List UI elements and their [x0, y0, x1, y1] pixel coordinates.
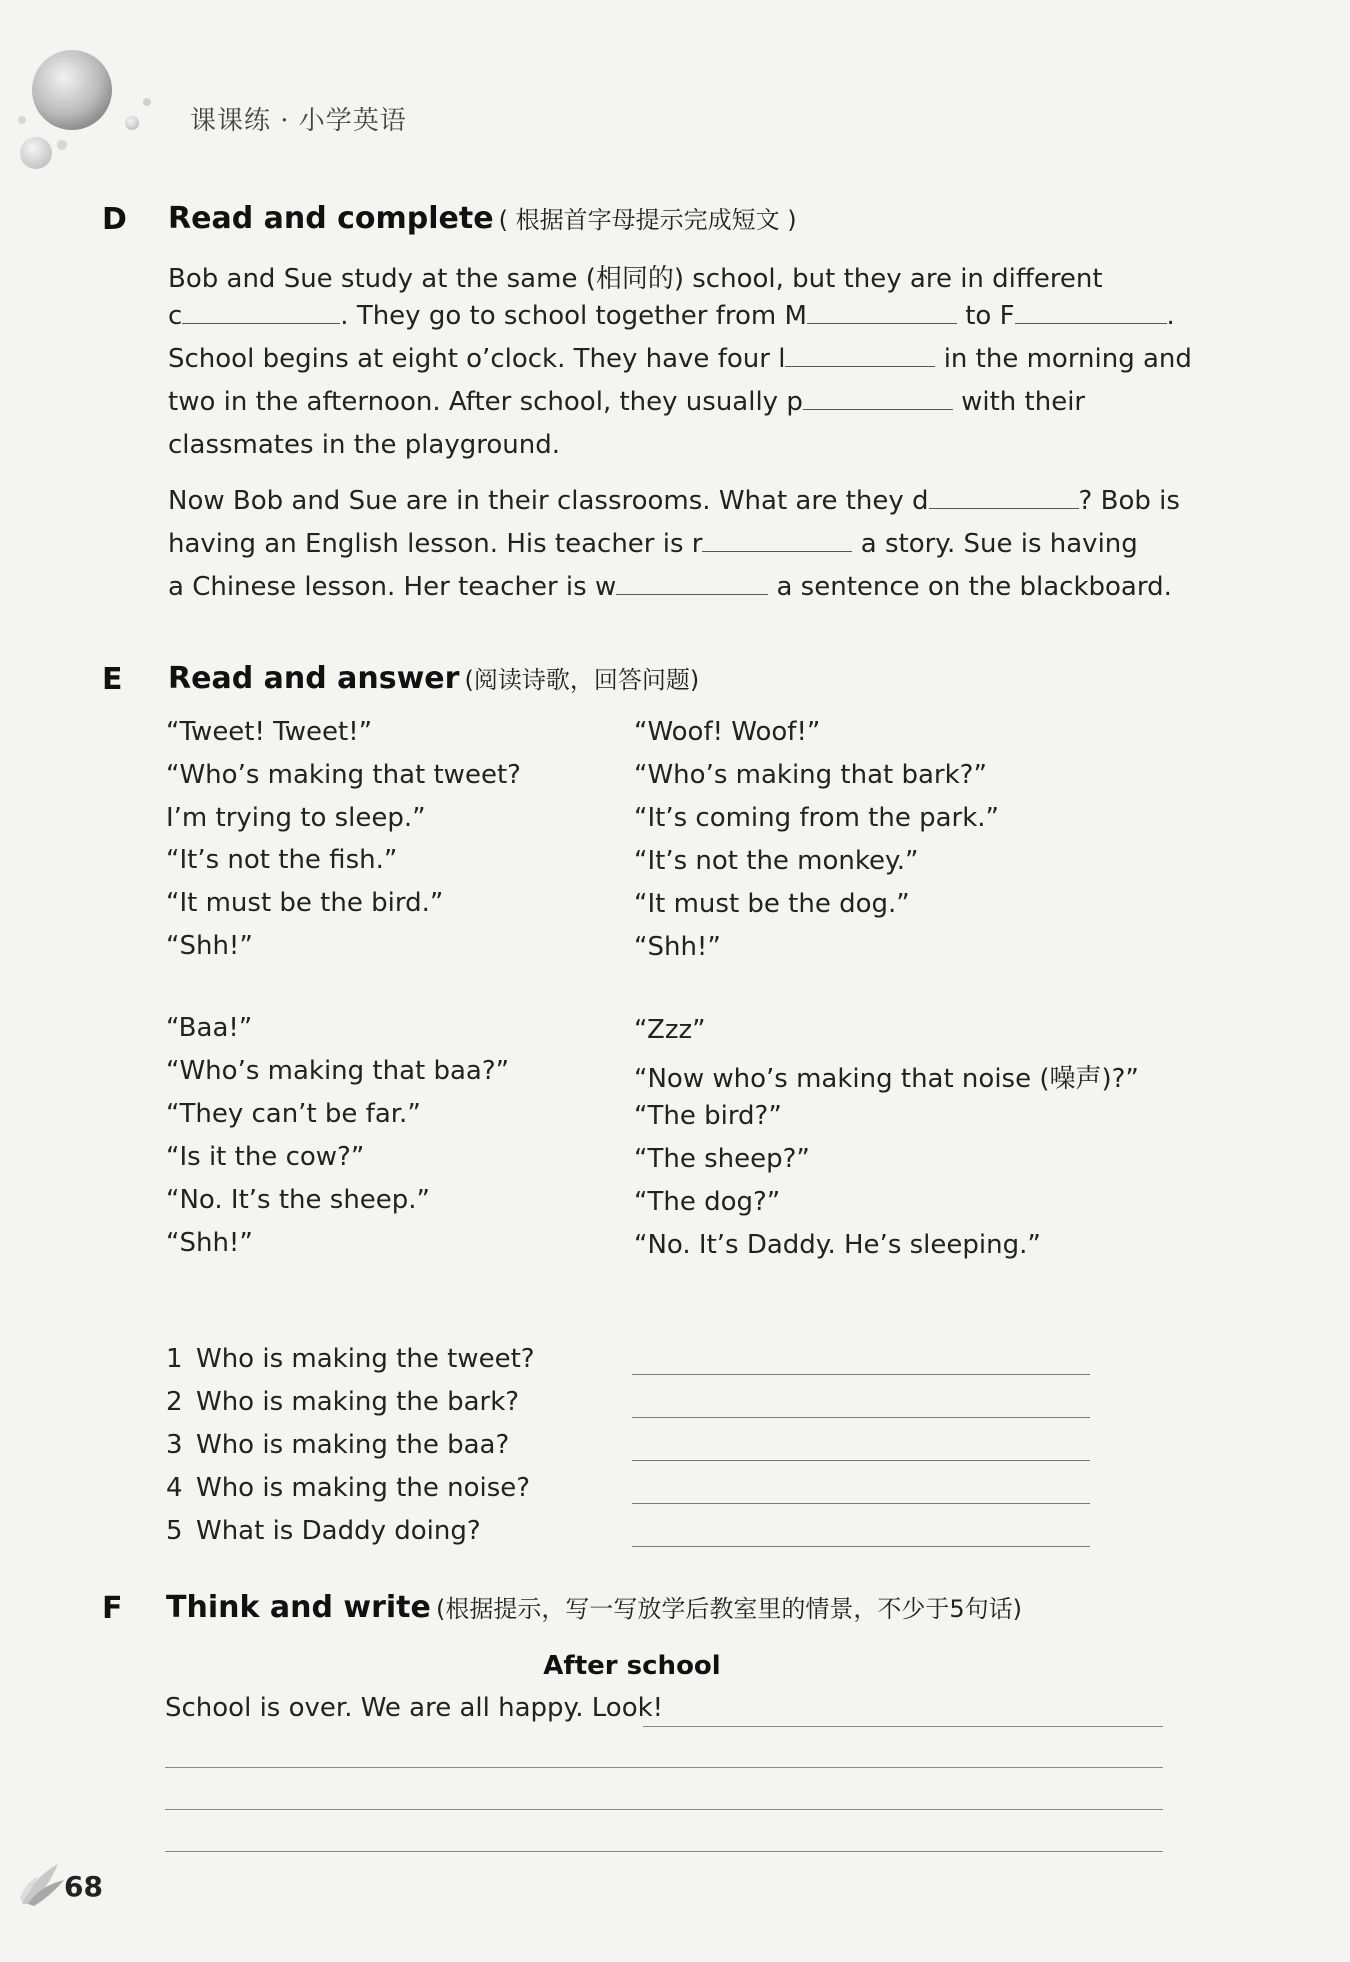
d-p1-line4	[168, 387, 1085, 417]
poem-line: “Shh!”	[166, 931, 253, 961]
section-f-letter: F	[102, 1591, 123, 1626]
leaf-decoration-icon	[18, 1858, 68, 1908]
d-text: c	[168, 301, 183, 331]
writing-subtitle: After school	[543, 1651, 721, 1681]
d-p1-line3	[168, 344, 1192, 374]
poem-line: “Zzz”	[634, 1015, 706, 1045]
poem-line: “They can’t be far.”	[166, 1099, 421, 1129]
d-p1-line2	[168, 301, 1175, 331]
answer-line[interactable]	[632, 1416, 1090, 1418]
writing-starter: School is over. We are all happy. Look!	[165, 1693, 664, 1723]
bubbles-decoration-icon	[14, 45, 164, 185]
poem-line: “It’s not the monkey.”	[634, 846, 919, 876]
answer-line[interactable]	[632, 1502, 1090, 1504]
poem-line: “It must be the bird.”	[166, 888, 444, 918]
section-f-title-en: Think and write	[166, 1590, 431, 1625]
poem-line: “The sheep?”	[634, 1144, 810, 1174]
poem-line: “It’s coming from the park.”	[634, 803, 1000, 833]
question-item	[166, 1430, 509, 1460]
page-number: 68	[64, 1870, 103, 1903]
d-text: with their	[961, 387, 1086, 417]
poem-line: “Now who’s making that noise (噪声)?”	[634, 1064, 1139, 1094]
answer-line[interactable]	[632, 1373, 1090, 1375]
book-title: 课课练 · 小学英语	[190, 106, 407, 136]
writing-line[interactable]	[165, 1808, 1163, 1810]
d-text: School begins at eight o’clock. They have four l	[168, 344, 786, 374]
section-e-title-en: Read and answer	[168, 661, 460, 696]
question-number: 2	[166, 1387, 183, 1417]
d-p2-line1	[168, 486, 1180, 516]
d-text: two in the afternoon. After school, they usually p	[168, 387, 803, 417]
question-item	[166, 1387, 519, 1417]
poem-line: “Shh!”	[166, 1228, 253, 1258]
blank-p[interactable]	[803, 387, 953, 410]
question-item	[166, 1344, 535, 1374]
question-number: 1	[166, 1344, 183, 1374]
section-d-letter: D	[102, 202, 127, 237]
question-text: Who is making the tweet?	[196, 1344, 535, 1374]
poem-line: “Shh!”	[634, 932, 721, 962]
blank-r[interactable]	[702, 529, 852, 552]
section-e-title	[168, 660, 699, 696]
writing-line[interactable]	[165, 1850, 1163, 1852]
question-number: 3	[166, 1430, 183, 1460]
d-text: having an English lesson. His teacher is r	[168, 529, 703, 559]
poem-line: “Woof! Woof!”	[634, 717, 821, 747]
answer-line[interactable]	[632, 1459, 1090, 1461]
section-d-title-en: Read and complete	[168, 201, 494, 236]
poem-line: “Baa!”	[166, 1013, 253, 1043]
question-text: Who is making the noise?	[196, 1473, 531, 1503]
blank-d[interactable]	[929, 486, 1079, 509]
section-d-title	[168, 200, 797, 236]
blank-f[interactable]	[1015, 301, 1167, 324]
d-text: in the morning and	[943, 344, 1192, 374]
d-text: .	[1166, 301, 1175, 331]
poem-line: “The dog?”	[634, 1187, 781, 1217]
poem-line: “No. It’s the sheep.”	[166, 1185, 431, 1215]
section-d-title-zh: ( 根据首字母提示完成短文 )	[498, 206, 797, 234]
d-p1-line5: classmates in the playground.	[168, 430, 561, 460]
poem-line: “Who’s making that tweet?	[166, 760, 521, 790]
section-e-letter: E	[102, 662, 123, 697]
section-f-title	[166, 1589, 1022, 1625]
d-p2-line2	[168, 529, 1138, 559]
blank-c[interactable]	[182, 301, 340, 324]
poem-line: “Tweet! Tweet!”	[166, 717, 373, 747]
blank-l[interactable]	[785, 344, 935, 367]
section-f-title-zh: (根据提示，写一写放学后教室里的情景，不少于5句话)	[435, 1595, 1022, 1623]
poem-line: “Who’s making that baa?”	[166, 1056, 510, 1086]
poem-line: “The bird?”	[634, 1101, 782, 1131]
d-text: a story. Sue is having	[860, 529, 1138, 559]
d-text: to F	[965, 301, 1015, 331]
poem-line: “No. It’s Daddy. He’s sleeping.”	[634, 1230, 1041, 1260]
section-e-title-zh: (阅读诗歌，回答问题)	[464, 666, 700, 694]
poem-line: “It’s not the fish.”	[166, 845, 398, 875]
question-text: Who is making the baa?	[196, 1430, 510, 1460]
question-number: 4	[166, 1473, 183, 1503]
poem-line: “Is it the cow?”	[166, 1142, 365, 1172]
d-p1-line1: Bob and Sue study at the same (相同的) school, but they are in different	[168, 264, 1103, 294]
writing-line[interactable]	[643, 1725, 1163, 1727]
d-text: . They go to school together from M	[340, 301, 807, 331]
question-item	[166, 1473, 530, 1503]
blank-w[interactable]	[616, 572, 768, 595]
question-item	[166, 1516, 481, 1546]
d-text: a Chinese lesson. Her teacher is w	[168, 572, 617, 602]
d-text: Now Bob and Sue are in their classrooms. What are they d	[168, 486, 929, 516]
writing-line[interactable]	[165, 1766, 1163, 1768]
d-text: ? Bob is	[1078, 486, 1180, 516]
blank-m[interactable]	[807, 301, 957, 324]
question-text: Who is making the bark?	[196, 1387, 520, 1417]
poem-line: “Who’s making that bark?”	[634, 760, 987, 790]
poem-line: I’m trying to sleep.”	[166, 803, 426, 833]
question-number: 5	[166, 1516, 183, 1546]
d-p2-line3	[168, 572, 1172, 602]
answer-line[interactable]	[632, 1545, 1090, 1547]
d-text: a sentence on the blackboard.	[776, 572, 1172, 602]
poem-line: “It must be the dog.”	[634, 889, 910, 919]
question-text: What is Daddy doing?	[196, 1516, 481, 1546]
